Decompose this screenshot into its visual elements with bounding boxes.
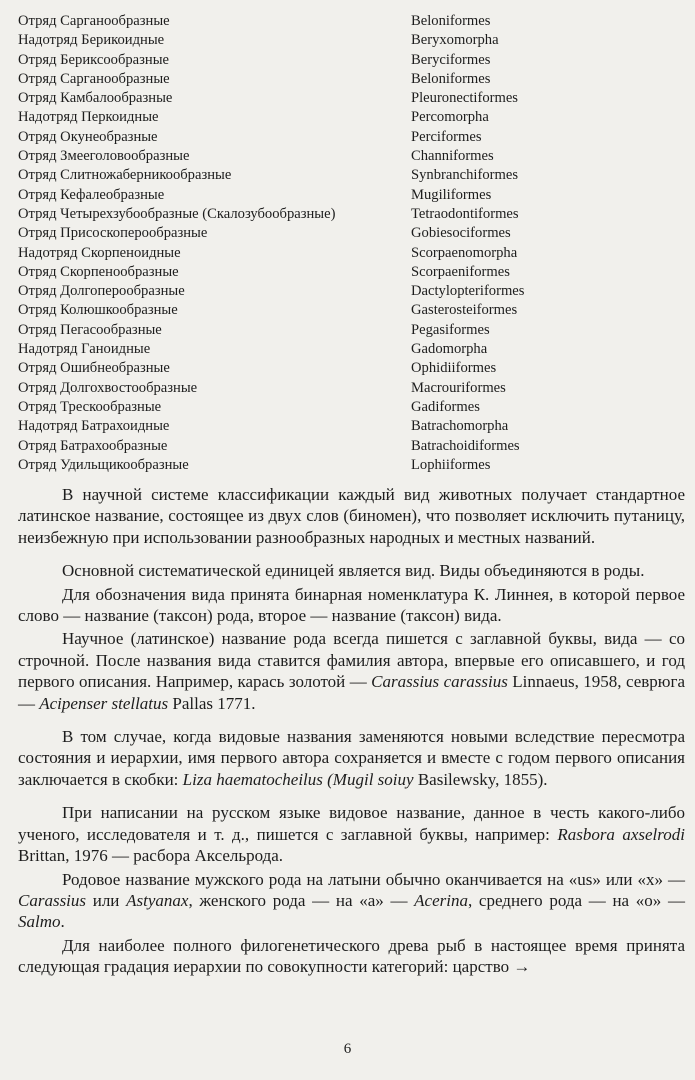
taxon-latin-name: Gasterosteiformes [411, 302, 518, 319]
taxon-row [18, 166, 678, 185]
taxon-russian-name: Отряд Кефалеобразные [18, 186, 165, 203]
paragraph-species-unit: Основной систематической единицей является вид. Виды объединяются в роды. [62, 561, 645, 581]
taxon-row [18, 147, 678, 166]
paragraph-russian-naming: При написании на русском языке видовое название, данное в честь какого-либо ученого, исследователя и т. д., пишется с заглавной буквы, например: Rasbora axselrodi Brittan, 1976 — расбора Аксельрода. [18, 803, 685, 866]
taxon-row [18, 417, 678, 436]
taxon-russian-name: Надотряд Скорпеноидные [18, 244, 181, 261]
taxon-russian-name: Надотряд Батрахоидные [18, 418, 170, 435]
taxon-russian-name: Надотряд Берикоидные [18, 32, 165, 49]
paragraph-linnaeus-nomenclature: Для обозначения вида принята бинарная номенклатура К. Линнея, в которой первое слово — название (таксон) рода, второе — название (таксон) вида. [18, 584, 685, 626]
taxon-latin-name: Tetraodontiformes [411, 205, 519, 222]
taxon-russian-name: Отряд Пегасообразные [18, 321, 162, 338]
taxon-latin-name: Beloniformes [411, 70, 491, 87]
taxon-russian-name: Отряд Четырехзубообразные (Скалозубообразные) [18, 205, 336, 222]
taxon-latin-name: Pleuronectiformes [411, 90, 518, 107]
taxon-latin-name: Gobiesociformes [411, 225, 511, 242]
taxon-latin-name: Lophiiformes [411, 456, 491, 473]
taxon-latin-name: Batrachoidiformes [411, 437, 520, 454]
paragraph-genus-gender: Родовое название мужского рода на латыни обычно оканчивается на «us» или «x» — Carassius или Astyanax, женского рода — на «a» — Acerina, среднего рода — на «o» — Salmo. [18, 869, 685, 932]
taxon-row [18, 263, 678, 282]
taxon-row [18, 31, 678, 50]
taxon-russian-name: Отряд Окунеобразные [18, 128, 158, 145]
taxon-latin-name: Ophidiiformes [411, 360, 497, 377]
taxon-row [18, 301, 678, 320]
taxon-row [18, 224, 678, 243]
taxon-row [18, 128, 678, 147]
taxon-russian-name: Отряд Долгохвостообразные [18, 379, 198, 396]
taxon-latin-name: Beryxomorpha [411, 32, 499, 49]
taxon-row [18, 186, 678, 205]
taxon-latin-name: Mugiliformes [411, 186, 492, 203]
taxon-row [18, 398, 678, 417]
taxon-latin-name: Pegasiformes [411, 321, 490, 338]
taxon-russian-name: Отряд Бериксообразные [18, 51, 169, 68]
taxon-row [18, 108, 678, 127]
taxon-latin-name: Percomorpha [411, 109, 489, 126]
taxon-row [18, 321, 678, 340]
taxon-russian-name: Отряд Скорпенообразные [18, 263, 179, 280]
taxon-row [18, 89, 678, 108]
taxon-latin-name: Gadiformes [411, 398, 480, 415]
taxon-russian-name: Отряд Сарганообразные [18, 70, 170, 87]
taxon-latin-name: Macrouriformes [411, 379, 506, 396]
taxon-row [18, 12, 678, 31]
taxon-latin-name: Batrachomorpha [411, 418, 509, 435]
taxon-row [18, 282, 678, 301]
taxon-russian-name: Отряд Колюшкообразные [18, 302, 178, 319]
taxon-russian-name: Надотряд Перкоидные [18, 109, 159, 126]
taxon-latin-name: Perciformes [411, 128, 482, 145]
taxon-latin-name: Synbranchiformes [411, 167, 518, 184]
taxon-russian-name: Отряд Батрахообразные [18, 437, 168, 454]
taxon-russian-name: Отряд Долгоперообразные [18, 283, 185, 300]
taxon-latin-name: Scorpaenomorpha [411, 244, 518, 261]
taxon-latin-name: Gadomorpha [411, 341, 488, 358]
paragraph-capitalization-rules: Научное (латинское) название рода всегда пишется с заглавной буквы, вида — со строчной. После названия вида ставится фамилия автора, впервые его описавшего, и год первого описания. Например, карась золотой — Carassius carassius Linnaeus, 1958, севрюга — Acipenser stellatus Pallas 1771. [18, 629, 685, 713]
body-text [18, 484, 685, 990]
taxon-row [18, 205, 678, 224]
taxon-russian-name: Надотряд Ганоидные [18, 341, 151, 358]
taxon-russian-name: Отряд Ошибнеобразные [18, 360, 170, 377]
taxon-russian-name: Отряд Удильщикообразные [18, 456, 189, 473]
paragraph-hierarchy: Для наиболее полного филогенетического древа рыб в настоящее время принята следующая градация иерархии по совокупности категорий: царство → [18, 935, 685, 977]
paragraph-binomen: В научной системе классификации каждый вид животных получает стандартное латинское название, состоящее из двух слов (биномен), что позволяет исключить путаницу, неизбежную при использовании разнообразных народных и местных названий. [18, 485, 685, 547]
taxon-russian-name: Отряд Сарганообразные [18, 13, 170, 29]
taxon-latin-name: Channiformes [411, 148, 494, 165]
taxon-row [18, 244, 678, 263]
taxa-list [18, 12, 678, 475]
taxon-latin-name: Dactylopteriformes [411, 283, 525, 300]
taxon-russian-name: Отряд Слитножаберникообразные [18, 167, 232, 184]
paragraph-renamed-species: В том случае, когда видовые названия заменяются новыми вследствие пересмотра состояния и иерархии, имя первого автора сохраняется и вместе с годом первого описания заключается в скобки: Liza haematocheilus (Mugil soiuy Basilewsky, 1855). [18, 727, 685, 789]
taxon-russian-name: Отряд Трескообразные [18, 398, 162, 415]
taxon-row [18, 70, 678, 89]
taxon-row [18, 437, 678, 456]
page-number: 6 [343, 1041, 352, 1057]
taxon-russian-name: Отряд Камбалообразные [18, 90, 173, 107]
taxon-row [18, 359, 678, 378]
taxon-russian-name: Отряд Присоскоперообразные [18, 225, 208, 242]
taxon-row [18, 379, 678, 398]
taxon-russian-name: Отряд Змееголовообразные [18, 148, 190, 165]
taxon-latin-name: Beryciformes [411, 51, 491, 68]
taxon-row [18, 51, 678, 70]
taxon-latin-name: Scorpaeniformes [411, 263, 510, 280]
taxon-latin-name: Beloniformes [411, 13, 491, 29]
taxon-row [18, 456, 678, 475]
taxon-row [18, 340, 678, 359]
